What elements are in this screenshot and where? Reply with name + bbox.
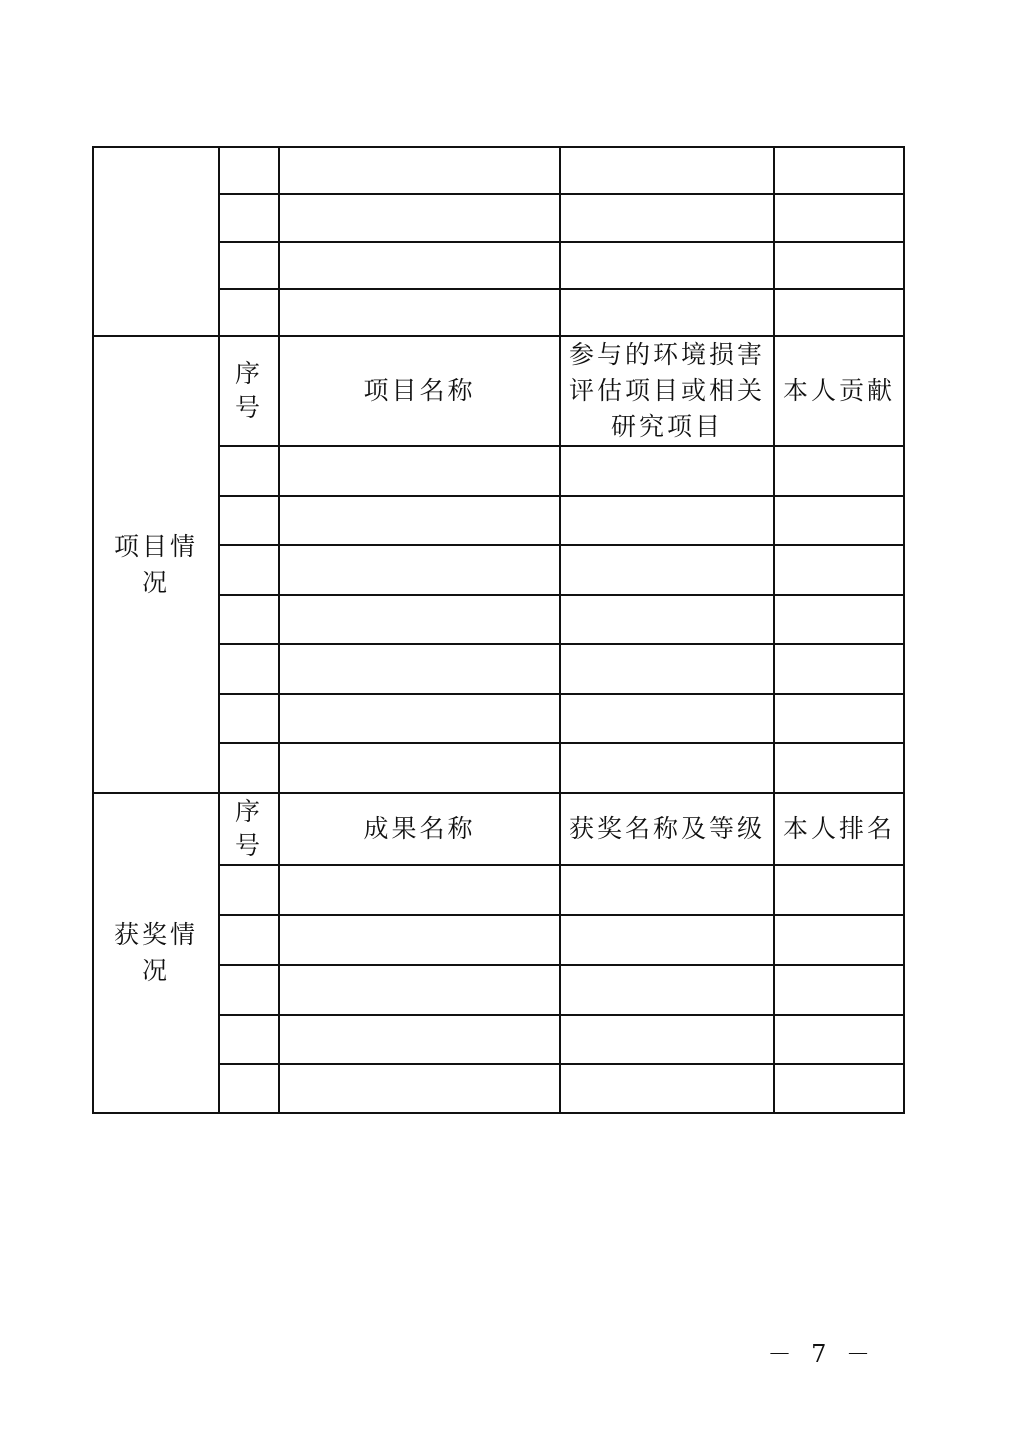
cell[interactable]: [279, 644, 560, 694]
cell-seq[interactable]: [219, 289, 279, 336]
cell[interactable]: [774, 915, 904, 965]
cell[interactable]: [774, 446, 904, 496]
cell[interactable]: [279, 147, 560, 194]
cell-seq[interactable]: [219, 194, 279, 242]
cell[interactable]: [560, 242, 774, 289]
cell-seq[interactable]: [219, 865, 279, 915]
cell[interactable]: [279, 743, 560, 793]
cell[interactable]: [774, 1015, 904, 1064]
cell[interactable]: [279, 1064, 560, 1113]
cell[interactable]: [774, 147, 904, 194]
cell[interactable]: [774, 644, 904, 694]
cell-seq[interactable]: [219, 644, 279, 694]
awards-header-name: 成果名称: [279, 793, 560, 865]
projects-header-name: 项目名称: [279, 336, 560, 446]
cell[interactable]: [774, 965, 904, 1015]
projects-seq-text: 序号: [234, 358, 263, 422]
cell[interactable]: [279, 965, 560, 1015]
table-row: [93, 147, 904, 194]
awards-header-award: 获奖名称及等级: [560, 793, 774, 865]
cell-seq[interactable]: [219, 743, 279, 793]
cell[interactable]: [279, 194, 560, 242]
cell[interactable]: [279, 865, 560, 915]
cell[interactable]: [560, 595, 774, 644]
cell[interactable]: [560, 446, 774, 496]
cell[interactable]: [560, 694, 774, 743]
projects-related-text: 参与的环境损害评估项目或相关研究项目: [568, 340, 765, 441]
projects-header-contribution: 本人贡献: [774, 336, 904, 446]
cell[interactable]: [560, 644, 774, 694]
cell[interactable]: [774, 1064, 904, 1113]
cell[interactable]: [560, 289, 774, 336]
awards-header-seq: [219, 793, 279, 865]
cell[interactable]: [279, 694, 560, 743]
projects-header-seq: [219, 336, 279, 446]
cell[interactable]: [560, 545, 774, 595]
awards-label-text: 获奖情况: [113, 920, 198, 985]
cell[interactable]: [774, 194, 904, 242]
cell[interactable]: [774, 242, 904, 289]
cell[interactable]: [279, 242, 560, 289]
cell-seq[interactable]: [219, 545, 279, 595]
cell-seq[interactable]: [219, 147, 279, 194]
cell[interactable]: [774, 595, 904, 644]
continued-section-cell: [93, 147, 219, 336]
cell-seq[interactable]: [219, 1015, 279, 1064]
page-number: － 7 －: [767, 1340, 876, 1368]
cell[interactable]: [560, 194, 774, 242]
cell[interactable]: [279, 446, 560, 496]
cell-seq[interactable]: [219, 595, 279, 644]
cell-seq[interactable]: [219, 915, 279, 965]
cell[interactable]: [560, 865, 774, 915]
cell[interactable]: [560, 147, 774, 194]
cell[interactable]: [279, 545, 560, 595]
cell[interactable]: [560, 743, 774, 793]
awards-seq-text: 序号: [234, 796, 263, 860]
cell[interactable]: [560, 965, 774, 1015]
cell[interactable]: [774, 743, 904, 793]
cell[interactable]: [560, 1064, 774, 1113]
projects-section-label: [93, 336, 219, 793]
form-table: [92, 146, 905, 1114]
cell[interactable]: [279, 289, 560, 336]
cell-seq[interactable]: [219, 496, 279, 545]
projects-label-text: 项目情况: [113, 531, 198, 597]
cell[interactable]: [560, 1015, 774, 1064]
awards-header-row: [93, 793, 904, 865]
cell-seq[interactable]: [219, 1064, 279, 1113]
cell[interactable]: [560, 915, 774, 965]
cell[interactable]: [774, 694, 904, 743]
cell[interactable]: [774, 496, 904, 545]
cell-seq[interactable]: [219, 694, 279, 743]
awards-header-rank: 本人排名: [774, 793, 904, 865]
projects-header-related: [560, 336, 774, 446]
cell-seq[interactable]: [219, 242, 279, 289]
cell[interactable]: [279, 595, 560, 644]
cell[interactable]: [279, 496, 560, 545]
cell[interactable]: [560, 496, 774, 545]
cell-seq[interactable]: [219, 446, 279, 496]
cell[interactable]: [279, 915, 560, 965]
cell[interactable]: [279, 1015, 560, 1064]
cell[interactable]: [774, 289, 904, 336]
cell[interactable]: [774, 865, 904, 915]
cell-seq[interactable]: [219, 965, 279, 1015]
projects-header-row: [93, 336, 904, 446]
cell[interactable]: [774, 545, 904, 595]
awards-section-label: [93, 793, 219, 1113]
